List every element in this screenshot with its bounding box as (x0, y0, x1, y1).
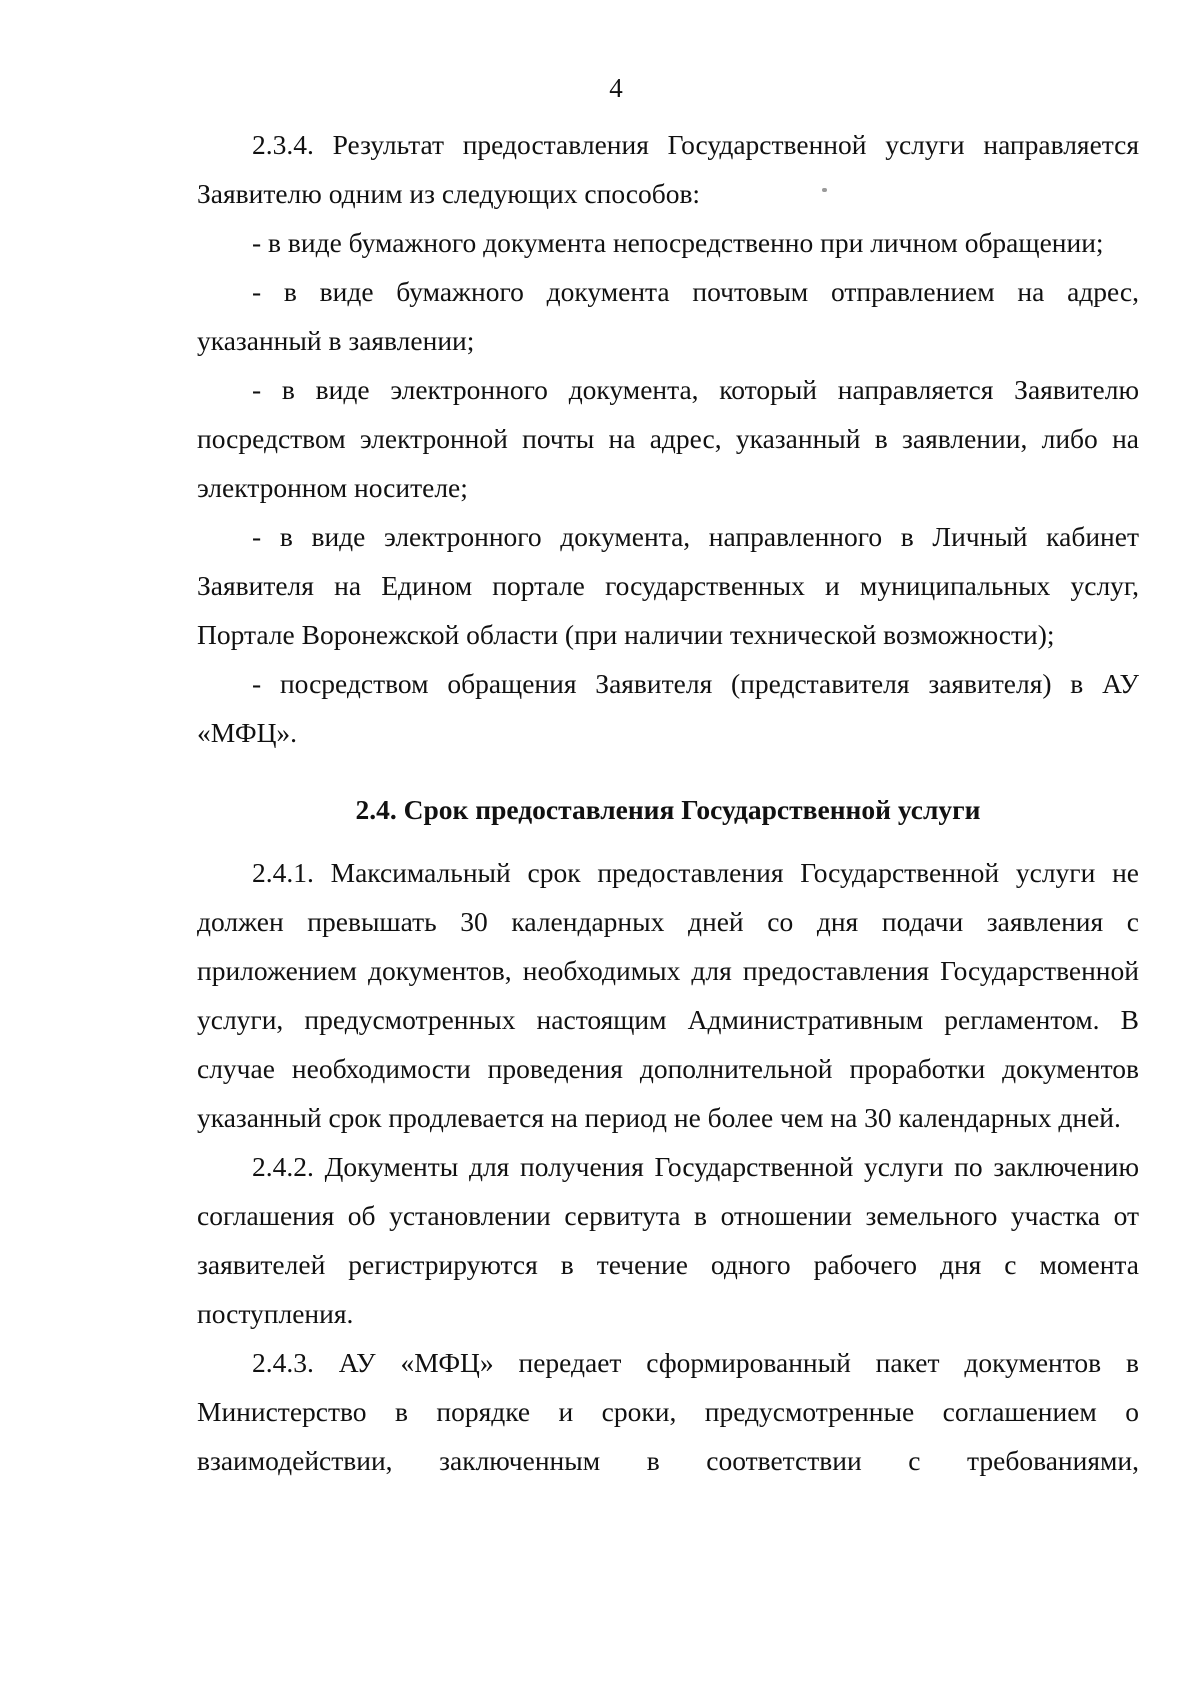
paragraph-2-4-1: 2.4.1. Максимальный срок предоставления Государственной услуги не должен превышать 30 календарных дней со дня подачи заявления с приложением документов, необходимых для предоставления Государственной услуги, предусмотренных настоящим Административным регламентом. В случае необходимости проведения дополнительной проработки документов указанный срок продлевается на период не более чем на 30 календарных дней. (197, 857, 1139, 1133)
list-item-paper-by-mail: - в виде бумажного документа почтовым отправлением на адрес, указанный в заявлении; (197, 276, 1139, 356)
document-body (197, 120, 1139, 1485)
paragraph-2-4-3: 2.4.3. АУ «МФЦ» передает сформированный пакет документов в Министерство в порядке и сроки, предусмотренные соглашением о взаимодействии, заключенным в соответствии с требованиями, (197, 1347, 1139, 1476)
list-item-electronic-portal: - в виде электронного документа, направленного в Личный кабинет Заявителя на Едином портале государственных и муниципальных услуг, Портале Воронежской области (при наличии технической возможности); (197, 521, 1139, 650)
list-item-electronic-email: - в виде электронного документа, который направляется Заявителю посредством электронной почты на адрес, указанный в заявлении, либо на электронном носителе; (197, 374, 1139, 503)
list-item-paper-in-person: - в виде бумажного документа непосредственно при личном обращении; (252, 227, 1104, 258)
section-heading-2-4: 2.4. Срок предоставления Государственной услуги (355, 794, 981, 825)
list-item-mfc: - посредством обращения Заявителя (представителя заявителя) в АУ «МФЦ». (197, 668, 1139, 748)
paragraph-2-4-2: 2.4.2. Документы для получения Государственной услуги по заключению соглашения об установлении сервитута в отношении земельного участка от заявителей регистрируются в течение одного рабочего дня с момента поступления. (197, 1151, 1139, 1329)
paragraph-2-3-4-intro: 2.3.4. Результат предоставления Государственной услуги направляется Заявителю одним из следующих способов: (197, 129, 1139, 209)
page-number: 4 (609, 73, 623, 103)
